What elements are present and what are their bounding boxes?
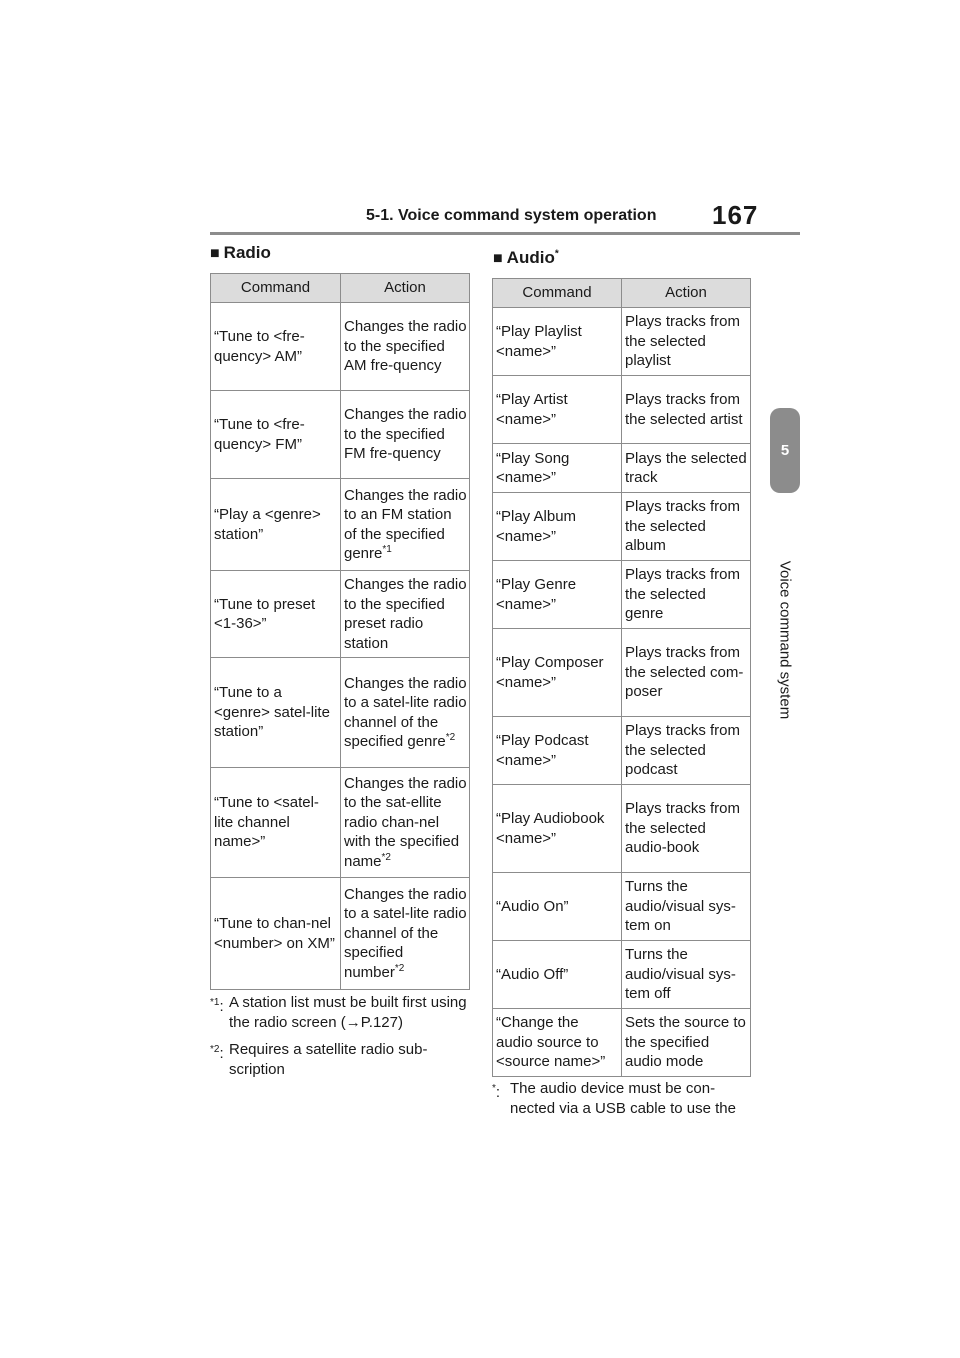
audio-command-table bbox=[492, 278, 751, 1077]
action-text: Plays tracks from the selected podcast bbox=[625, 722, 741, 779]
table-header-row bbox=[211, 274, 470, 303]
table-row bbox=[211, 658, 470, 768]
table-row bbox=[493, 444, 751, 493]
command-cell: “Play Song <name>” bbox=[493, 444, 622, 493]
action-cell bbox=[341, 303, 470, 391]
command-cell: “Play Genre <name>” bbox=[493, 561, 622, 629]
action-cell bbox=[622, 629, 751, 717]
table-row bbox=[493, 941, 751, 1009]
audio-footnote: *: The audio device must be con-nected via a USB cable to use the bbox=[492, 1079, 754, 1119]
chapter-number: 5 bbox=[780, 442, 790, 459]
action-text: Turns the audio/visual sys-tem off bbox=[625, 946, 736, 1003]
radio-heading bbox=[210, 243, 271, 263]
action-text: Plays tracks from the selected audio-book bbox=[625, 800, 741, 857]
action-text: Plays tracks from the selected artist bbox=[625, 391, 743, 428]
table-row bbox=[211, 768, 470, 878]
action-text: Plays tracks from the selected genre bbox=[625, 566, 741, 623]
command-cell: “Play Podcast <name>” bbox=[493, 717, 622, 785]
audio-heading-mark: * bbox=[554, 248, 559, 260]
command-cell: “Play Audiobook <name>” bbox=[493, 785, 622, 873]
page-number: 167 bbox=[712, 200, 759, 230]
square-bullet-icon: ■ bbox=[210, 245, 220, 262]
footnote-mark: * bbox=[492, 1083, 496, 1094]
command-cell: “Play Album <name>” bbox=[493, 493, 622, 561]
column-header-action: Action bbox=[622, 279, 751, 308]
command-cell: “Audio On” bbox=[493, 873, 622, 941]
command-cell: “Tune to <satel-lite channel name>” bbox=[211, 768, 341, 878]
footnote-ref: *1 bbox=[382, 544, 392, 555]
action-cell bbox=[341, 768, 470, 878]
action-cell bbox=[622, 308, 751, 376]
command-cell: “Play Artist <name>” bbox=[493, 376, 622, 444]
footnote-item: $^{*1}$: A station list must be built first using the radio screen (→P.127) bbox=[210, 993, 472, 1033]
column-header-command: Command bbox=[211, 274, 341, 303]
command-cell: “Tune to a <genre> satel-lite station” bbox=[211, 658, 341, 768]
audio-table-body bbox=[493, 308, 751, 1077]
table-row bbox=[493, 629, 751, 717]
audio-heading-text: Audio bbox=[506, 248, 555, 267]
footnote-text: A station list must be built first using the radio screen (→P.127) bbox=[229, 994, 467, 1031]
chapter-tab[interactable] bbox=[770, 408, 800, 493]
footnote-text: The audio device must be con-nected via a USB cable to use the bbox=[510, 1080, 736, 1117]
command-cell: “Play a <genre> station” bbox=[211, 479, 341, 571]
radio-table-body bbox=[211, 303, 470, 990]
radio-command-table bbox=[210, 273, 470, 990]
table-row bbox=[493, 493, 751, 561]
action-text: Changes the radio to a satel-lite radio channel of the specified genre bbox=[344, 674, 467, 750]
action-cell bbox=[622, 493, 751, 561]
command-cell: “Tune to chan-nel <number> on XM” bbox=[211, 878, 341, 990]
action-cell bbox=[622, 376, 751, 444]
command-cell: “Play Playlist <name>” bbox=[493, 308, 622, 376]
footnote-ref: *2 bbox=[381, 851, 391, 863]
table-row bbox=[211, 303, 470, 391]
table-row bbox=[493, 376, 751, 444]
action-cell bbox=[341, 571, 470, 658]
action-text: Changes the radio to the specified AM fre-quency bbox=[344, 318, 467, 375]
radio-footnotes bbox=[210, 993, 472, 1087]
radio-heading-text: Radio bbox=[223, 243, 271, 262]
action-cell bbox=[622, 444, 751, 493]
command-cell: “Tune to <fre-quency> FM” bbox=[211, 391, 341, 479]
audio-heading bbox=[493, 248, 559, 268]
footnote-ref: *2 bbox=[394, 962, 405, 974]
command-cell: “Change the audio source to <source name>” bbox=[493, 1009, 622, 1077]
table-row bbox=[493, 1009, 751, 1077]
action-cell bbox=[622, 717, 751, 785]
footnote-mark: *2 bbox=[210, 1044, 220, 1055]
column-header-command: Command bbox=[493, 279, 622, 308]
action-cell bbox=[341, 878, 470, 990]
action-cell bbox=[341, 391, 470, 479]
action-text: Changes the radio to a satel-lite radio channel of the specified number bbox=[344, 885, 467, 981]
action-cell bbox=[341, 658, 470, 768]
table-header-row bbox=[493, 279, 751, 308]
action-text: Changes the radio to the sat-ellite radio chan-nel with the specified name bbox=[344, 774, 467, 870]
action-cell bbox=[622, 561, 751, 629]
action-cell bbox=[341, 479, 470, 571]
footnote-text: Requires a satellite radio sub-scription bbox=[229, 1041, 428, 1078]
action-text: Changes the radio to the specified FM fre-quency bbox=[344, 406, 467, 463]
table-row bbox=[211, 391, 470, 479]
footnote-item: $^{*2}$: Requires a satellite radio sub-scription bbox=[210, 1040, 472, 1080]
action-cell bbox=[622, 1009, 751, 1077]
action-text: Sets the source to the specified audio mode bbox=[625, 1014, 746, 1071]
action-text: Changes the radio to the specified preset radio station bbox=[344, 576, 467, 652]
table-row bbox=[493, 873, 751, 941]
action-cell bbox=[622, 941, 751, 1009]
table-row bbox=[493, 308, 751, 376]
table-row bbox=[493, 717, 751, 785]
command-cell: “Tune to preset <1-36>” bbox=[211, 571, 341, 658]
action-text: Plays tracks from the selected playlist bbox=[625, 313, 741, 370]
square-bullet-icon: ■ bbox=[493, 250, 503, 267]
action-text: Changes the radio to an FM station of the specified genre bbox=[344, 486, 467, 562]
table-row bbox=[493, 561, 751, 629]
command-cell: “Play Composer <name>” bbox=[493, 629, 622, 717]
table-row bbox=[211, 878, 470, 990]
command-cell: “Tune to <fre-quency> AM” bbox=[211, 303, 341, 391]
chapter-label: Voice command system bbox=[776, 560, 794, 720]
column-header-action: Action bbox=[341, 274, 470, 303]
action-text: Plays the selected track bbox=[625, 449, 747, 486]
section-title: 5-1. Voice command system operation bbox=[366, 207, 657, 224]
table-row bbox=[211, 479, 470, 571]
header-rule bbox=[210, 232, 800, 235]
action-cell bbox=[622, 785, 751, 873]
action-text: Plays tracks from the selected album bbox=[625, 498, 741, 555]
table-row bbox=[493, 785, 751, 873]
action-text: Plays tracks from the selected com-poser bbox=[625, 644, 744, 701]
command-cell: “Audio Off” bbox=[493, 941, 622, 1009]
action-cell bbox=[622, 873, 751, 941]
footnote-ref: *2 bbox=[445, 732, 456, 743]
footnote-mark: *1 bbox=[210, 997, 220, 1008]
table-row bbox=[211, 571, 470, 658]
action-text: Turns the audio/visual sys-tem on bbox=[625, 878, 736, 935]
